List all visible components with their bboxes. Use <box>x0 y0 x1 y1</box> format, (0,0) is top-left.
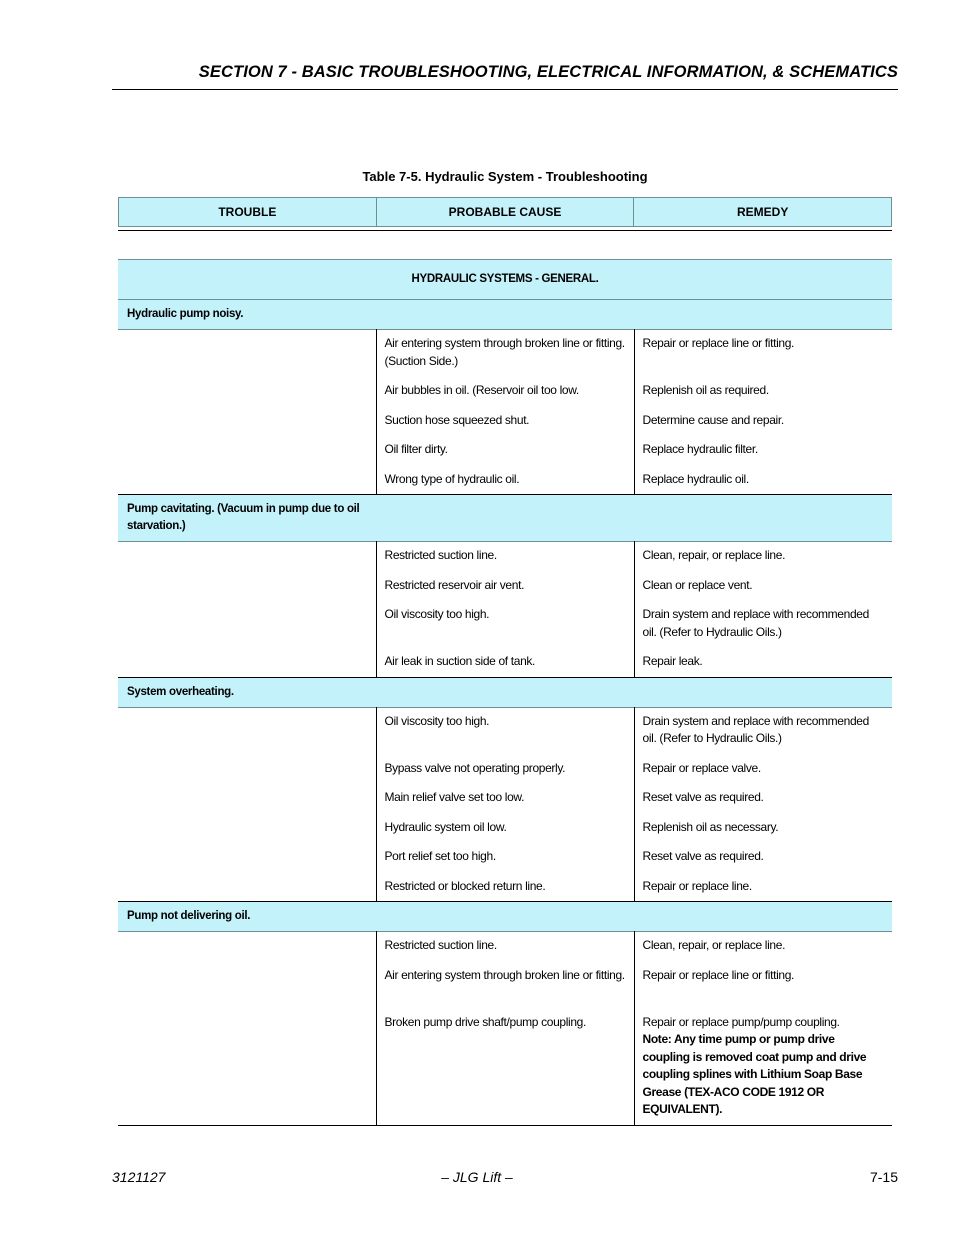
trouble-row <box>118 902 892 932</box>
remedy: Replenish oil as required. <box>642 383 769 397</box>
cause-remedy-group <box>118 932 892 1126</box>
header-rule <box>112 89 898 90</box>
remedy-cell <box>634 330 892 495</box>
remedy-item <box>643 789 885 807</box>
header-separator-rule <box>118 230 892 231</box>
remedy-item <box>643 653 885 671</box>
probable-cause: Air bubbles in oil. (Reservoir oil too low. <box>384 383 579 397</box>
column-header-trouble: TROUBLE <box>118 197 377 227</box>
probable-cause: Restricted or blocked return line. <box>384 878 546 893</box>
remedy: Drain system and replace with recommended oil. (Refer to Hydraulic Oils.) <box>642 713 869 745</box>
probable-cause-cell <box>376 932 634 1126</box>
probable-cause: Oil viscosity too high. <box>384 607 490 621</box>
remedy: Clean or replace vent. <box>642 577 753 592</box>
remedy-item <box>643 760 885 778</box>
page-number: 7-15 <box>869 1169 898 1185</box>
remedy-item <box>643 1014 885 1119</box>
remedy: Clean, repair, or replace line. <box>642 938 786 952</box>
remedy: Clean, repair, or replace line. <box>642 548 786 562</box>
cause-remedy-group <box>118 330 892 495</box>
probable-cause: Air entering system through broken line or fitting. (Suction Side.) <box>384 336 625 368</box>
table-column-headers <box>118 197 892 227</box>
cause-remedy-group <box>118 542 892 678</box>
remedy-item <box>643 848 885 866</box>
remedy: Replenish oil as necessary. <box>642 819 779 834</box>
remedy: Repair or replace line. <box>642 878 752 893</box>
probable-cause: Wrong type of hydraulic oil. <box>384 471 520 486</box>
remedy-item <box>643 878 885 896</box>
remedy-item <box>643 412 885 430</box>
remedy: Replace hydraulic filter. <box>642 442 758 456</box>
trouble-cell-empty <box>118 707 376 902</box>
probable-cause: Restricted suction line. <box>384 548 497 562</box>
remedy-item <box>643 547 885 565</box>
troubleshooting-table <box>118 259 892 1126</box>
trouble-row <box>118 300 892 330</box>
remedy-item <box>643 382 885 400</box>
column-header-probable-cause: PROBABLE CAUSE <box>377 197 635 227</box>
trouble-label: Pump cavitating. (Vacuum in pump due to oil starvation.) <box>127 503 360 532</box>
doc-number: 3121127 <box>112 1169 166 1185</box>
remedy-note: Note: Any time pump or pump drive coupling is removed coat pump and drive coupling splines with Lithium Soap Base Grease (TEX-ACO CODE 1912 OR EQUIVALENT). <box>642 1032 867 1116</box>
remedy-item <box>643 937 885 955</box>
footer-brand: – JLG Lift – <box>441 1169 513 1185</box>
remedy-item <box>643 819 885 837</box>
table-title: Table 7-5. Hydraulic System - Troubleshooting <box>362 169 648 184</box>
probable-cause: Suction hose squeezed shut. <box>384 412 530 427</box>
trouble-row <box>118 495 892 542</box>
probable-cause-cell <box>376 330 634 495</box>
probable-cause-cell <box>376 542 634 678</box>
probable-cause: Restricted suction line. <box>384 938 497 952</box>
remedy-cell <box>634 707 892 902</box>
probable-cause: Restricted reservoir air vent. <box>384 577 525 592</box>
cause-remedy-group <box>118 707 892 902</box>
probable-cause-cell <box>376 707 634 902</box>
remedy-item <box>643 335 885 370</box>
remedy: Determine cause and repair. <box>642 412 784 427</box>
probable-cause: Bypass valve not operating properly. <box>384 760 566 775</box>
remedy: Repair or replace line or fitting. <box>642 967 795 982</box>
probable-cause: Oil filter dirty. <box>384 442 448 456</box>
remedy-item <box>643 967 885 1002</box>
remedy-cell <box>634 542 892 678</box>
remedy-cell <box>634 932 892 1126</box>
probable-cause: Main relief valve set too low. <box>384 790 525 804</box>
trouble-label: Hydraulic pump noisy. <box>127 308 244 320</box>
remedy-item <box>643 713 885 748</box>
column-header-remedy: REMEDY <box>634 197 892 227</box>
trouble-cell-empty <box>118 932 376 1126</box>
remedy-item <box>643 471 885 489</box>
remedy: Reset valve as required. <box>642 849 764 863</box>
probable-cause: Broken pump drive shaft/pump coupling. <box>384 1014 586 1029</box>
trouble-cell-empty <box>118 542 376 678</box>
probable-cause: Air leak in suction side of tank. <box>384 654 536 668</box>
remedy: Repair leak. <box>642 654 703 668</box>
remedy-item <box>643 606 885 641</box>
remedy-item <box>643 577 885 595</box>
remedy: Repair or replace valve. <box>642 760 761 775</box>
trouble-label: Pump not delivering oil. <box>127 910 251 922</box>
remedy: Replace hydraulic oil. <box>642 471 749 486</box>
probable-cause: Hydraulic system oil low. <box>384 819 507 834</box>
probable-cause: Oil viscosity too high. <box>384 713 490 728</box>
general-heading-row <box>118 260 892 300</box>
probable-cause: Air entering system through broken line or fitting. <box>384 967 625 982</box>
trouble-cell-empty <box>118 330 376 495</box>
trouble-row <box>118 677 892 707</box>
section-title: SECTION 7 - BASIC TROUBLESHOOTING, ELECTRICAL INFORMATION, & SCHEMATICS <box>198 63 898 81</box>
remedy: Repair or replace line or fitting. <box>642 336 795 350</box>
remedy: Repair or replace pump/pump coupling. <box>642 1014 840 1029</box>
remedy: Drain system and replace with recommended oil. (Refer to Hydraulic Oils.) <box>642 607 869 639</box>
trouble-label: System overheating. <box>127 685 234 698</box>
remedy-item <box>643 441 885 459</box>
general-heading: HYDRAULIC SYSTEMS - GENERAL. <box>411 273 599 285</box>
remedy: Reset valve as required. <box>642 790 764 804</box>
probable-cause: Port relief set too high. <box>384 849 496 863</box>
